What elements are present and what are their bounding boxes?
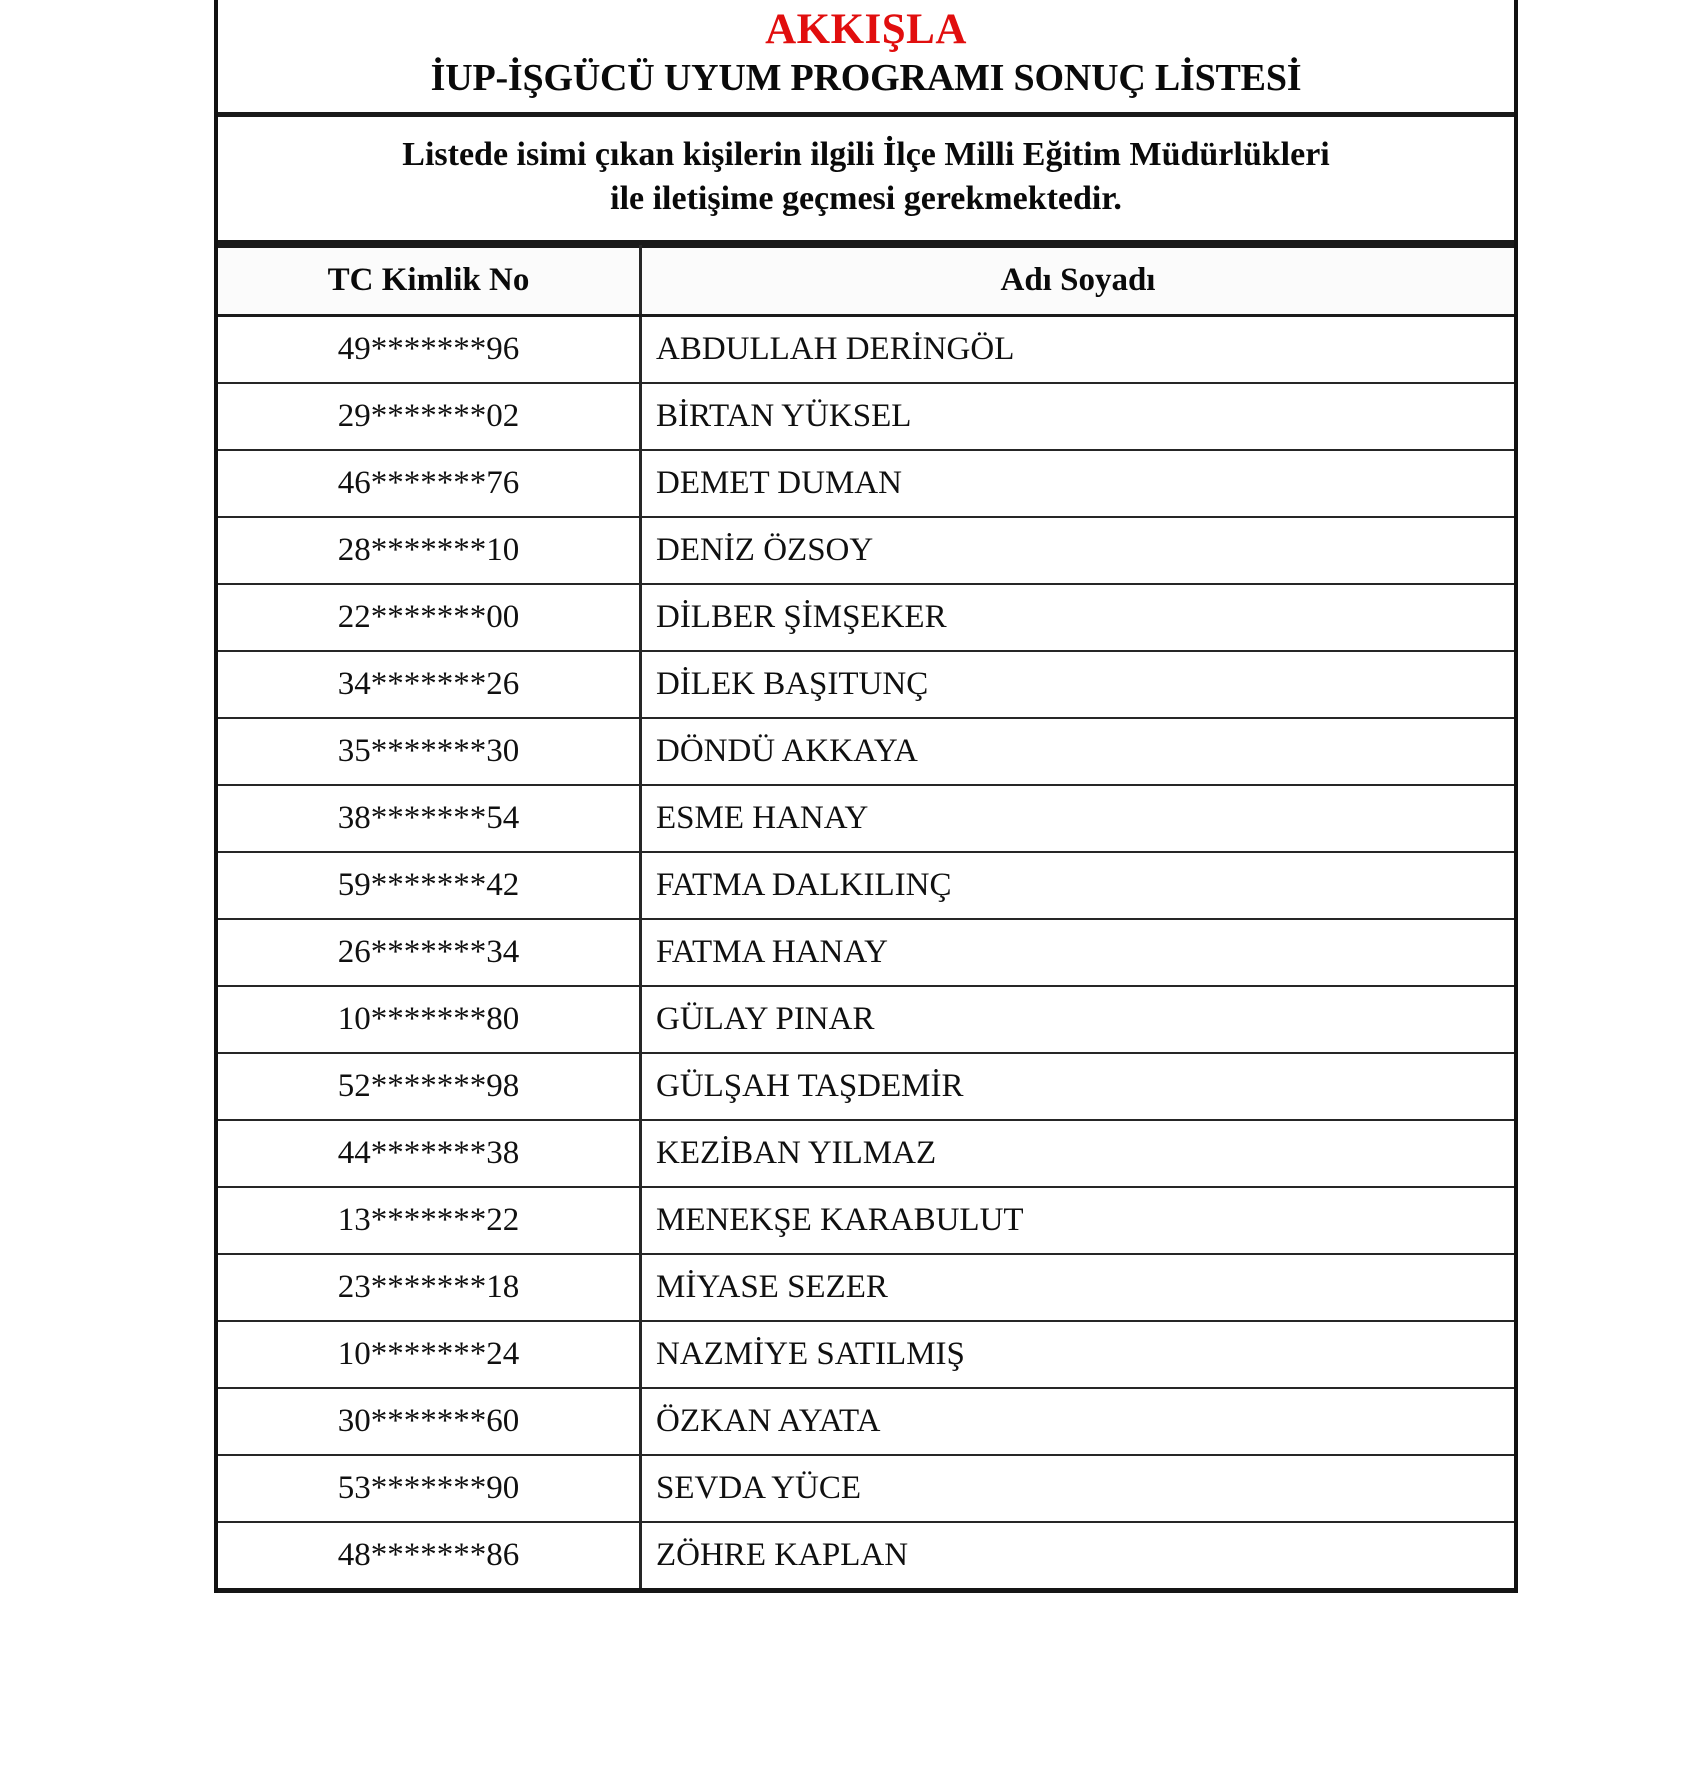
table-body	[218, 315, 1514, 1590]
table-row	[218, 1120, 1514, 1187]
cell-adi-soyadi: FATMA HANAY	[640, 919, 1514, 986]
table-row	[218, 1187, 1514, 1254]
district-title: AKKIŞLA	[765, 6, 967, 53]
cell-adi-soyadi: GÜLŞAH TAŞDEMİR	[640, 1053, 1514, 1120]
cell-tc-kimlik-no: 10*******80	[218, 986, 640, 1053]
cell-tc-kimlik-no: 23*******18	[218, 1254, 640, 1321]
cell-adi-soyadi: FATMA DALKILINÇ	[640, 852, 1514, 919]
cell-adi-soyadi: ZÖHRE KAPLAN	[640, 1522, 1514, 1591]
cell-tc-kimlik-no: 59*******42	[218, 852, 640, 919]
table-row	[218, 852, 1514, 919]
cell-tc-kimlik-no: 44*******38	[218, 1120, 640, 1187]
table-row	[218, 785, 1514, 852]
cell-tc-kimlik-no: 10*******24	[218, 1321, 640, 1388]
table-row	[218, 1522, 1514, 1591]
cell-adi-soyadi: ÖZKAN AYATA	[640, 1388, 1514, 1455]
cell-tc-kimlik-no: 30*******60	[218, 1388, 640, 1455]
table-header	[218, 246, 1514, 315]
cell-tc-kimlik-no: 22*******00	[218, 584, 640, 651]
column-header-tc-kimlik-no: TC Kimlik No	[218, 246, 640, 315]
cell-tc-kimlik-no: 46*******76	[218, 450, 640, 517]
title-block	[218, 0, 1514, 117]
column-header-adi-soyadi: Adı Soyadı	[640, 246, 1514, 315]
table-row	[218, 1053, 1514, 1120]
cell-tc-kimlik-no: 34*******26	[218, 651, 640, 718]
table-row	[218, 315, 1514, 383]
table-row	[218, 450, 1514, 517]
table-row	[218, 1321, 1514, 1388]
cell-adi-soyadi: GÜLAY PINAR	[640, 986, 1514, 1053]
table-row	[218, 1254, 1514, 1321]
table-row	[218, 986, 1514, 1053]
cell-adi-soyadi: ABDULLAH DERİNGÖL	[640, 315, 1514, 383]
table-row	[218, 1388, 1514, 1455]
cell-tc-kimlik-no: 28*******10	[218, 517, 640, 584]
table-row	[218, 919, 1514, 986]
cell-adi-soyadi: BİRTAN YÜKSEL	[640, 383, 1514, 450]
table-row	[218, 718, 1514, 785]
cell-tc-kimlik-no: 53*******90	[218, 1455, 640, 1522]
document-frame	[214, 0, 1518, 1593]
cell-adi-soyadi: MİYASE SEZER	[640, 1254, 1514, 1321]
cell-tc-kimlik-no: 49*******96	[218, 315, 640, 383]
cell-tc-kimlik-no: 26*******34	[218, 919, 640, 986]
notice-block	[218, 117, 1514, 244]
cell-adi-soyadi: KEZİBAN YILMAZ	[640, 1120, 1514, 1187]
cell-adi-soyadi: DİLBER ŞİMŞEKER	[640, 584, 1514, 651]
cell-tc-kimlik-no: 29*******02	[218, 383, 640, 450]
table-row	[218, 584, 1514, 651]
cell-tc-kimlik-no: 52*******98	[218, 1053, 640, 1120]
cell-adi-soyadi: DEMET DUMAN	[640, 450, 1514, 517]
table-header-row	[218, 246, 1514, 315]
cell-tc-kimlik-no: 38*******54	[218, 785, 640, 852]
cell-adi-soyadi: DİLEK BAŞITUNÇ	[640, 651, 1514, 718]
cell-adi-soyadi: SEVDA YÜCE	[640, 1455, 1514, 1522]
cell-adi-soyadi: DÖNDÜ AKKAYA	[640, 718, 1514, 785]
cell-adi-soyadi: DENİZ ÖZSOY	[640, 517, 1514, 584]
results-table	[218, 245, 1514, 1593]
cell-adi-soyadi: ESME HANAY	[640, 785, 1514, 852]
table-row	[218, 383, 1514, 450]
table-row	[218, 517, 1514, 584]
cell-tc-kimlik-no: 35*******30	[218, 718, 640, 785]
cell-tc-kimlik-no: 48*******86	[218, 1522, 640, 1591]
program-title: İUP-İŞGÜCÜ UYUM PROGRAMI SONUÇ LİSTESİ	[430, 57, 1302, 100]
notice-line-2: ile iletişime geçmesi gerekmektedir.	[610, 180, 1122, 218]
table-row	[218, 651, 1514, 718]
cell-tc-kimlik-no: 13*******22	[218, 1187, 640, 1254]
cell-adi-soyadi: NAZMİYE SATILMIŞ	[640, 1321, 1514, 1388]
notice-line-1: Listede isimi çıkan kişilerin ilgili İlçe Milli Eğitim Müdürlükleri	[402, 136, 1330, 174]
cell-adi-soyadi: MENEKŞE KARABULUT	[640, 1187, 1514, 1254]
table-row	[218, 1455, 1514, 1522]
